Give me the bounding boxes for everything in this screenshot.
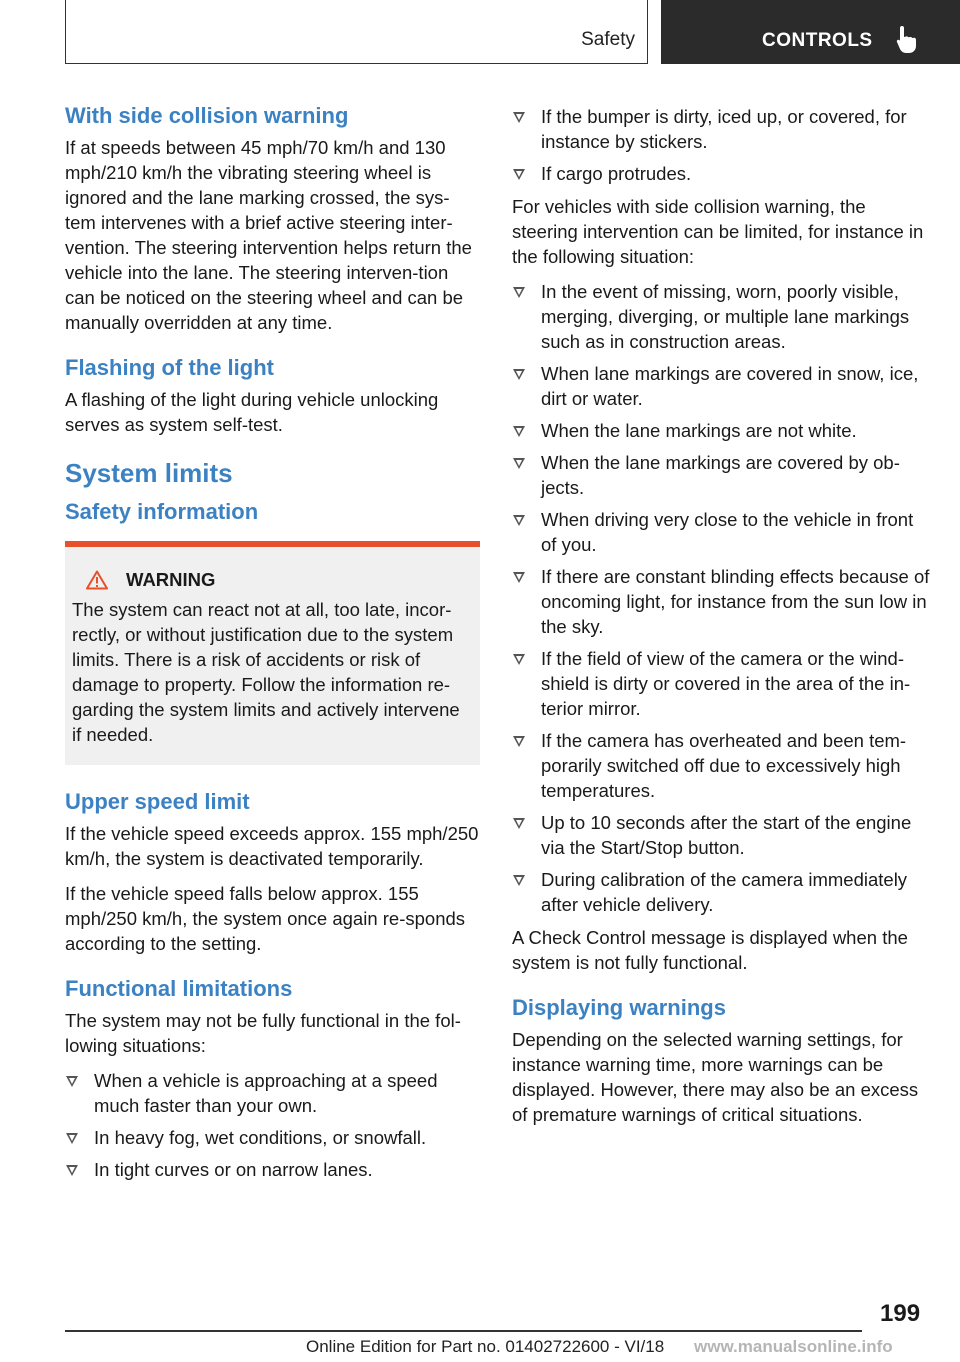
side-collision-limit-text: For vehicles with side collision warning, the steering intervention can be limited, for instance in the following situation: <box>512 196 924 267</box>
heading-system-limits: System limits <box>65 458 233 488</box>
list-item: In tight curves or on narrow lanes. <box>65 1157 480 1182</box>
bullet-triangle-icon <box>513 369 525 380</box>
warning-title-text: WARNING <box>126 569 216 590</box>
footer-watermark: www.manualsonline.info <box>694 1337 893 1356</box>
bullet-triangle-icon <box>66 1076 78 1087</box>
side-collision-text: If at speeds between 45 mph/70 km/h and 130 mph/210 km/h the vibrating steering wheel is ignored and the lane marking crossed, the sys-tem intervenes with a brief active steering inter-vention. The steering intervention helps return the vehicle into the lane. The steering interven-tion can be noticed on the steering wheel and can be manually overridden at any time. <box>65 137 472 333</box>
bullet-triangle-icon <box>513 515 525 526</box>
heading-side-collision: With side collision warning <box>65 103 349 128</box>
list-item: When lane markings are covered in snow, ice, dirt or water. <box>512 361 932 411</box>
limits-list-2 <box>512 279 932 917</box>
bullet-triangle-icon <box>66 1133 78 1144</box>
displaying-warnings-text: Depending on the selected warning settings, for instance warning time, more warnings can be displayed. However, there may also be an excess of premature warnings of critical situations. <box>512 1029 919 1125</box>
list-item: If the field of view of the camera or the wind-shield is dirty or covered in the area of the in-terior mirror. <box>512 646 932 721</box>
bullet-triangle-icon <box>513 112 525 123</box>
list-item: Up to 10 seconds after the start of the engine via the Start/Stop button. <box>512 810 932 860</box>
heading-upper-speed: Upper speed limit <box>65 789 250 814</box>
bullet-triangle-icon <box>513 572 525 583</box>
warning-triangle-icon <box>86 570 108 590</box>
warning-title <box>72 569 470 591</box>
check-control-text: A Check Control message is displayed when the system is not fully functional. <box>512 927 908 973</box>
header-section-box <box>65 0 648 64</box>
list-item: If cargo protrudes. <box>512 161 932 186</box>
heading-safety-information: Safety information <box>65 499 259 524</box>
upper-speed-text-2: If the vehicle speed falls below approx. 155 mph/250 km/h, the system once again re-sponds according to the setting. <box>65 883 466 954</box>
warning-box <box>65 541 480 765</box>
functional-list <box>65 1068 480 1182</box>
list-item: When the lane markings are covered by ob-jects. <box>512 450 932 500</box>
list-item: In heavy fog, wet conditions, or snowfall. <box>65 1125 480 1150</box>
bullet-triangle-icon <box>513 458 525 469</box>
bullet-triangle-icon <box>513 169 525 180</box>
bullet-triangle-icon <box>513 654 525 665</box>
heading-flashing: Flashing of the light <box>65 355 274 380</box>
left-column <box>65 101 480 1190</box>
list-item: When a vehicle is approaching at a speed much faster than your own. <box>65 1068 480 1118</box>
list-item: During calibration of the camera immediately after vehicle delivery. <box>512 867 932 917</box>
list-item: When driving very close to the vehicle in front of you. <box>512 507 932 557</box>
header-chapter-title: CONTROLS <box>762 30 873 51</box>
bullet-triangle-icon <box>513 426 525 437</box>
functional-text: The system may not be fully functional in the fol-lowing situations: <box>65 1010 461 1056</box>
bullet-triangle-icon <box>66 1165 78 1176</box>
list-item: When the lane markings are not white. <box>512 418 932 443</box>
header-section-title: Safety <box>581 29 635 50</box>
list-item: If the camera has overheated and been tem-porarily switched off due to excessively high temperatures. <box>512 728 932 803</box>
warning-text: The system can react not at all, too late, incor-rectly, or without justification due to the system limits. There is a risk of accidents or risk of damage to property. Follow the information re-garding the system limits and actively intervene if needed. <box>72 599 460 745</box>
bullet-triangle-icon <box>513 818 525 829</box>
list-item: In the event of missing, worn, poorly visible, merging, diverging, or multiple lane markings such as in construction areas. <box>512 279 932 354</box>
header-chapter-box <box>661 0 960 64</box>
limits-list-1 <box>512 104 932 186</box>
list-item: If the bumper is dirty, iced up, or covered, for instance by stickers. <box>512 104 932 154</box>
upper-speed-text-1: If the vehicle speed exceeds approx. 155 mph/250 km/h, the system is deactivated temporarily. <box>65 823 479 869</box>
page-number: 199 <box>880 1300 921 1327</box>
flashing-text: A flashing of the light during vehicle unlocking serves as system self-test. <box>65 389 439 435</box>
bullet-triangle-icon <box>513 287 525 298</box>
heading-functional-limitations: Functional limitations <box>65 976 293 1001</box>
list-item: If there are constant blinding effects because of oncoming light, for instance from the sun low in the sky. <box>512 564 932 639</box>
footer-edition: Online Edition for Part no. 01402722600 - VI/18 <box>306 1337 665 1356</box>
footer-divider <box>65 1330 862 1332</box>
bullet-triangle-icon <box>513 875 525 886</box>
heading-displaying-warnings: Displaying warnings <box>512 995 726 1020</box>
bullet-triangle-icon <box>513 736 525 747</box>
right-column <box>512 104 932 1137</box>
pointing-hand-icon <box>895 24 921 54</box>
